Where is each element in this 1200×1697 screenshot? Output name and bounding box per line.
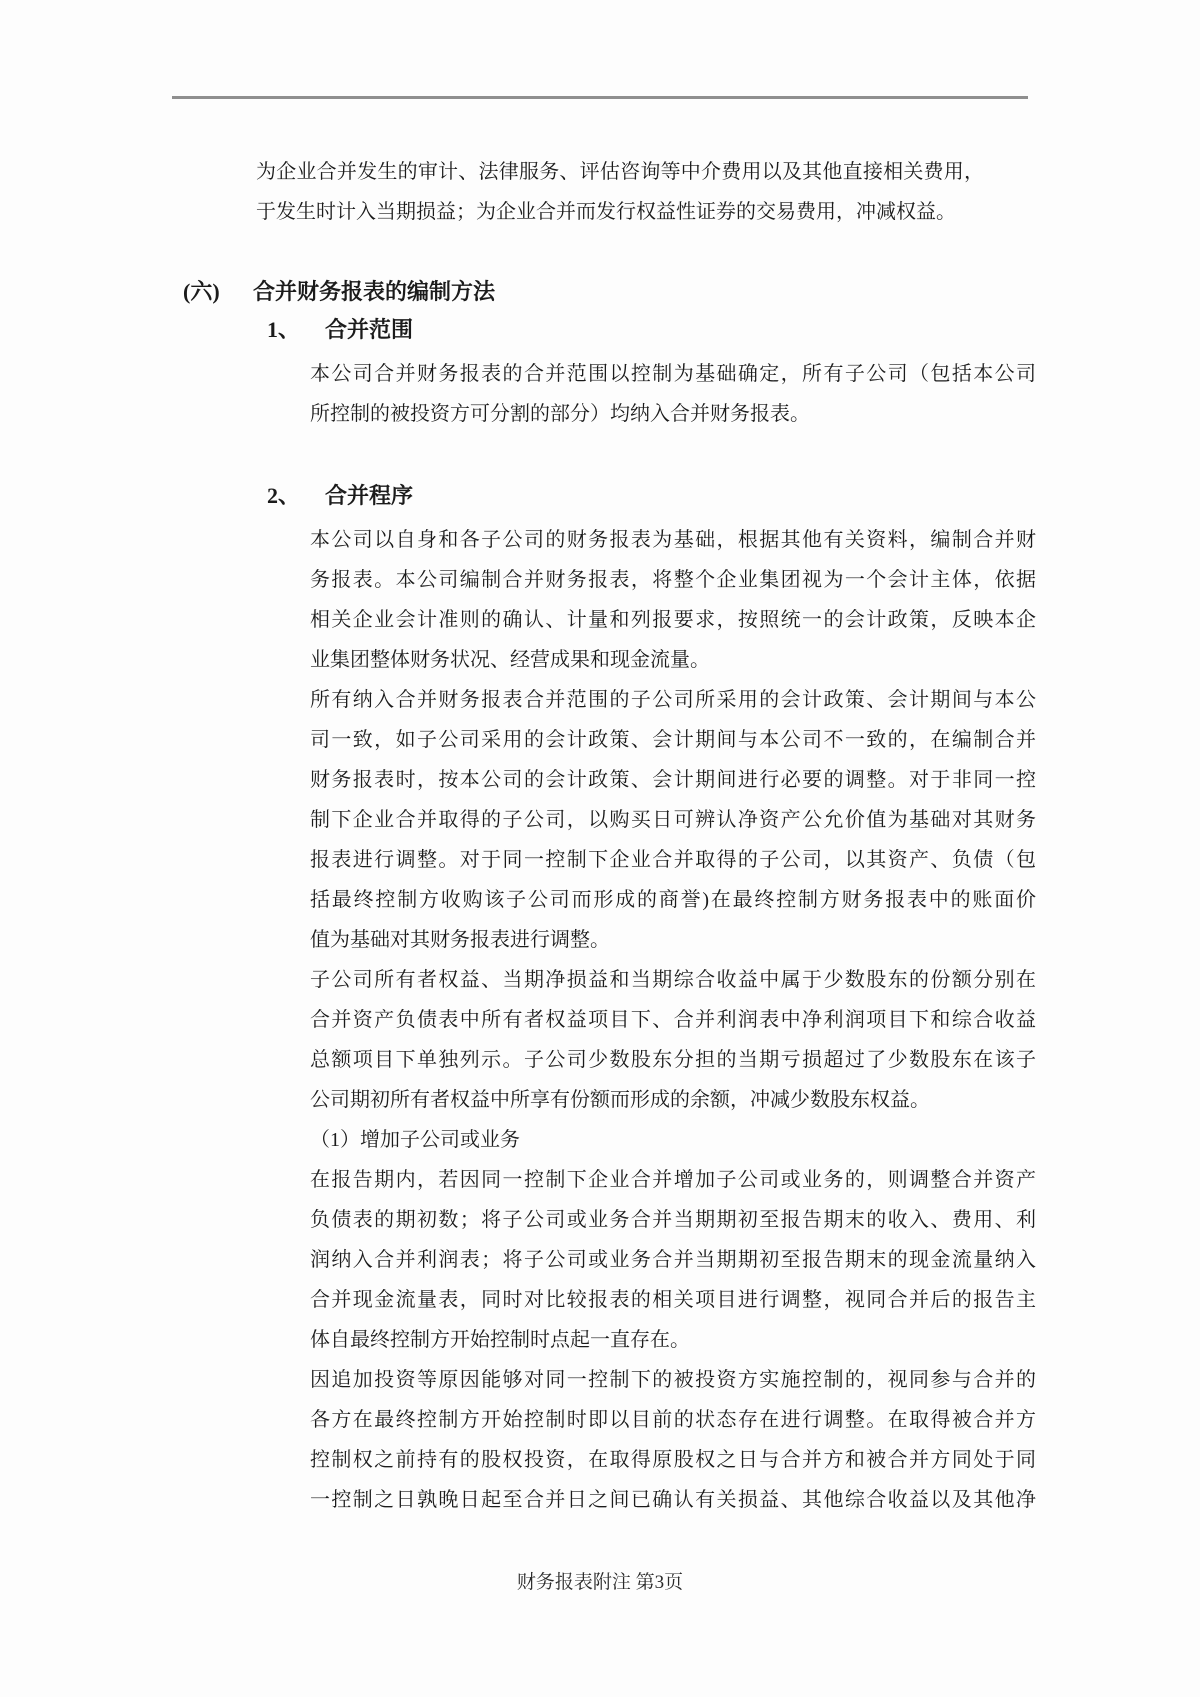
section-heading: [183, 272, 495, 312]
text-line: 务报表。本公司编制合并财务报表，将整个企业集团视为一个会计主体，依据: [310, 569, 1036, 591]
text-line: 司一致，如子公司采用的会计政策、会计期间与本公司不一致的，在编制合并: [310, 729, 1036, 751]
intro-paragraph: [256, 152, 984, 232]
text-line: 合并资产负债表中所有者权益项目下、合并利润表中净利润项目下和综合收益: [310, 1009, 1036, 1031]
text-line: 各方在最终控制方开始控制时即以目前的状态存在进行调整。在取得被合并方: [310, 1409, 1036, 1431]
item-body: [310, 520, 1036, 1520]
text-line: 负债表的期初数；将子公司或业务合并当期期初至报告期末的收入、费用、利: [310, 1209, 1036, 1231]
text-line: 控制权之前持有的股权投资，在取得原股权之日与合并方和被合并方同处于同: [310, 1449, 1036, 1471]
item-body: [310, 354, 1036, 434]
item-number: 1、: [267, 317, 301, 342]
text-line: 体自最终控制方开始控制时点起一直存在。: [310, 1329, 690, 1351]
text-line: 为企业合并发生的审计、法律服务、评估咨询等中介费用以及其他直接相关费用，: [256, 161, 984, 183]
text-line: 合并现金流量表，同时对比较报表的相关项目进行调整，视同合并后的报告主: [310, 1289, 1036, 1311]
paragraph: [310, 354, 1036, 434]
text-line: 总额项目下单独列示。子公司少数股东分担的当期亏损超过了少数股东在该子: [310, 1049, 1036, 1071]
item-title: 合并范围: [325, 317, 414, 342]
text-line: 子公司所有者权益、当期净损益和当期综合收益中属于少数股东的份额分别在: [310, 969, 1036, 991]
paragraph: [310, 1160, 1036, 1360]
section-items: [0, 310, 1200, 1520]
numbered-item: [0, 476, 1200, 1520]
text-line: 润纳入合并利润表；将子公司或业务合并当期期初至报告期末的现金流量纳入: [310, 1249, 1036, 1271]
text-line: 财务报表时，按本公司的会计政策、会计期间进行必要的调整。对于非同一控: [310, 769, 1036, 791]
paragraph: [310, 520, 1036, 680]
page-footer: 财务报表附注 第3页: [516, 1572, 684, 1593]
text-line: 制下企业合并取得的子公司，以购买日可辨认净资产公允价值为基础对其财务: [310, 809, 1036, 831]
section-title: 合并财务报表的编制方法: [253, 279, 496, 304]
numbered-item: [0, 310, 1200, 434]
section-number: (六): [183, 279, 220, 304]
item-heading: [0, 476, 1200, 516]
text-line: 本公司合并财务报表的合并范围以控制为基础确定，所有子公司（包括本公司: [310, 363, 1036, 385]
text-line: 报表进行调整。对于同一控制下企业合并取得的子公司，以其资产、负债（包: [310, 849, 1036, 871]
text-line: 于发生时计入当期损益；为企业合并而发行权益性证券的交易费用，冲减权益。: [256, 201, 956, 223]
text-line: 本公司以自身和各子公司的财务报表为基础，根据其他有关资料，编制合并财: [310, 529, 1036, 551]
paragraph: [310, 680, 1036, 960]
text-line: 一控制之日孰晚日起至合并日之间已确认有关损益、其他综合收益以及其他净: [310, 1489, 1036, 1511]
paragraph: [310, 960, 1036, 1120]
paragraph: [310, 1120, 1036, 1160]
text-line: 相关企业会计准则的确认、计量和列报要求，按照统一的会计政策，反映本企: [310, 609, 1036, 631]
text-line: 括最终控制方收购该子公司而形成的商誉)在最终控制方财务报表中的账面价: [310, 889, 1036, 911]
item-heading: [0, 310, 1200, 350]
paragraph: [310, 1360, 1036, 1520]
text-line: 公司期初所有者权益中所享有份额而形成的余额，冲减少数股东权益。: [310, 1089, 930, 1111]
text-line: 在报告期内，若因同一控制下企业合并增加子公司或业务的，则调整合并资产: [310, 1169, 1036, 1191]
text-line: 所控制的被投资方可分割的部分）均纳入合并财务报表。: [310, 403, 810, 425]
text-line: 因追加投资等原因能够对同一控制下的被投资方实施控制的，视同参与合并的: [310, 1369, 1036, 1391]
text-line: 所有纳入合并财务报表合并范围的子公司所采用的会计政策、会计期间与本公: [310, 689, 1036, 711]
item-number: 2、: [267, 483, 301, 508]
text-line: 业集团整体财务状况、经营成果和现金流量。: [310, 649, 710, 671]
header-rule: [172, 96, 1028, 99]
item-title: 合并程序: [325, 483, 414, 508]
text-line: 值为基础对其财务报表进行调整。: [310, 929, 610, 951]
text-line: （1）增加子公司或业务: [310, 1129, 520, 1151]
